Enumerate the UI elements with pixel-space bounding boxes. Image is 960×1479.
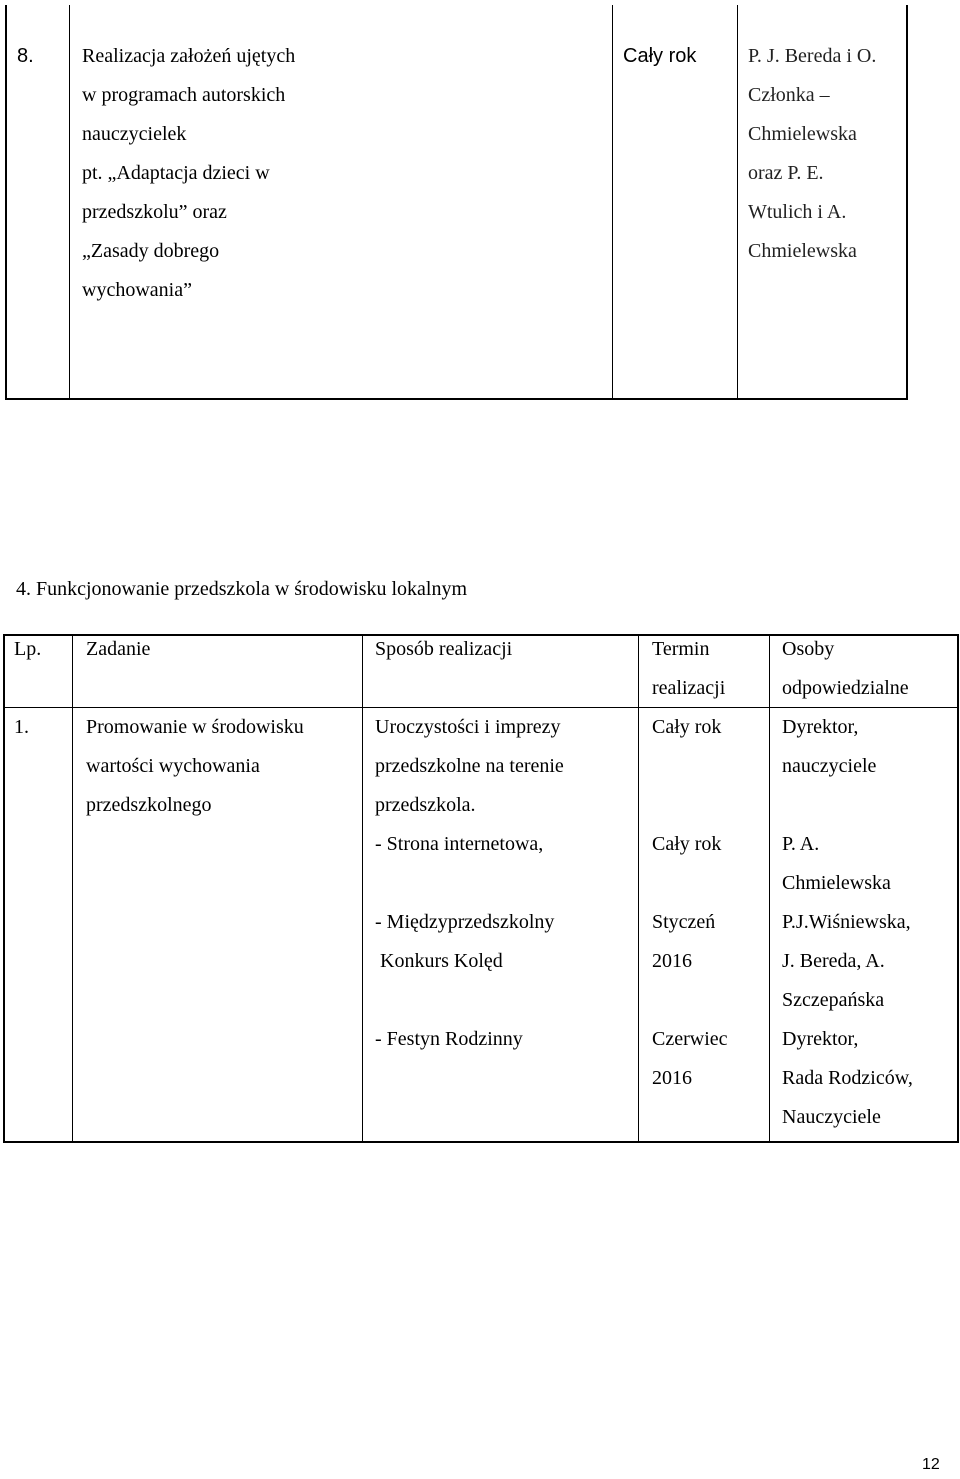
responsible-line: P. A. bbox=[782, 833, 820, 855]
method-line: Konkurs Kolęd bbox=[375, 950, 503, 972]
top-row-term: Cały rok bbox=[623, 45, 697, 67]
row-lp: 1. bbox=[14, 716, 29, 738]
responsible-line: Członka – bbox=[748, 84, 830, 106]
header-term bbox=[652, 630, 725, 708]
responsible-line: Rada Rodziców, bbox=[782, 1067, 913, 1089]
responsible-line: Chmielewska bbox=[782, 872, 891, 894]
task-line: wartości wychowania bbox=[86, 755, 260, 777]
task-line: przedszkolu” oraz bbox=[82, 201, 227, 223]
method-line: - Strona internetowa, bbox=[375, 833, 544, 855]
term-line: 2016 bbox=[652, 1067, 692, 1089]
task-line: „Zasady dobrego bbox=[82, 240, 220, 262]
task-line: wychowania” bbox=[82, 279, 192, 301]
row-term bbox=[652, 708, 728, 1098]
term-line: Styczeń bbox=[652, 911, 716, 933]
responsible-line: P.J.Wiśniewska, bbox=[782, 911, 911, 933]
method-line bbox=[375, 864, 564, 903]
header-responsible bbox=[782, 630, 909, 708]
responsible-line: Chmielewska bbox=[748, 240, 857, 262]
responsible-line bbox=[782, 786, 913, 825]
header-term-line: Termin bbox=[652, 638, 710, 660]
responsible-line: Wtulich i A. bbox=[748, 201, 847, 223]
header-term-line: realizacji bbox=[652, 677, 726, 699]
method-line bbox=[375, 981, 564, 1020]
responsible-line: Dyrektor, bbox=[782, 1028, 859, 1050]
top-row-task bbox=[82, 37, 295, 310]
task-line: w programach autorskich bbox=[82, 84, 286, 106]
task-line: Realizacja założeń ujętych bbox=[82, 45, 296, 67]
responsible-line: J. Bereda, A. bbox=[782, 950, 885, 972]
task-line: nauczycielek bbox=[82, 123, 187, 145]
header-responsible-line: Osoby bbox=[782, 638, 835, 660]
responsible-line: Szczepańska bbox=[782, 989, 885, 1011]
method-line: przedszkola. bbox=[375, 794, 476, 816]
term-line: Cały rok bbox=[652, 833, 722, 855]
section-heading: 4. Funkcjonowanie przedszkola w środowisku lokalnym bbox=[16, 578, 468, 600]
task-line: pt. „Adaptacja dzieci w bbox=[82, 162, 270, 184]
top-row-responsible bbox=[748, 37, 876, 271]
term-line: 2016 bbox=[652, 950, 692, 972]
top-row-lp: 8. bbox=[17, 45, 34, 67]
responsible-line: oraz P. E. bbox=[748, 162, 824, 184]
term-line bbox=[652, 981, 728, 1020]
header-responsible-line: odpowiedzialne bbox=[782, 677, 909, 699]
term-line: Czerwiec bbox=[652, 1028, 728, 1050]
task-line: Promowanie w środowisku bbox=[86, 716, 304, 738]
method-line: - Festyn Rodzinny bbox=[375, 1028, 523, 1050]
row-method bbox=[375, 708, 564, 1059]
task-line: przedszkolnego bbox=[86, 794, 212, 816]
term-line bbox=[652, 786, 728, 825]
header-task: Zadanie bbox=[86, 638, 151, 660]
header-lp: Lp. bbox=[14, 638, 42, 660]
responsible-line: Chmielewska bbox=[748, 123, 857, 145]
responsible-line: Nauczyciele bbox=[782, 1106, 881, 1128]
method-line: przedszkolne na terenie bbox=[375, 755, 564, 777]
term-line bbox=[652, 864, 728, 903]
term-line bbox=[652, 747, 728, 786]
responsible-line: nauczyciele bbox=[782, 755, 877, 777]
responsible-line: P. J. Bereda i O. bbox=[748, 45, 877, 67]
row-task bbox=[86, 708, 304, 825]
page-number: 12 bbox=[922, 1456, 940, 1473]
term-line: Cały rok bbox=[652, 716, 722, 738]
row-responsible bbox=[782, 708, 913, 1137]
responsible-line: Dyrektor, bbox=[782, 716, 859, 738]
method-line: Uroczystości i imprezy bbox=[375, 716, 561, 738]
method-line: - Międzyprzedszkolny bbox=[375, 911, 555, 933]
header-method: Sposób realizacji bbox=[375, 638, 513, 660]
